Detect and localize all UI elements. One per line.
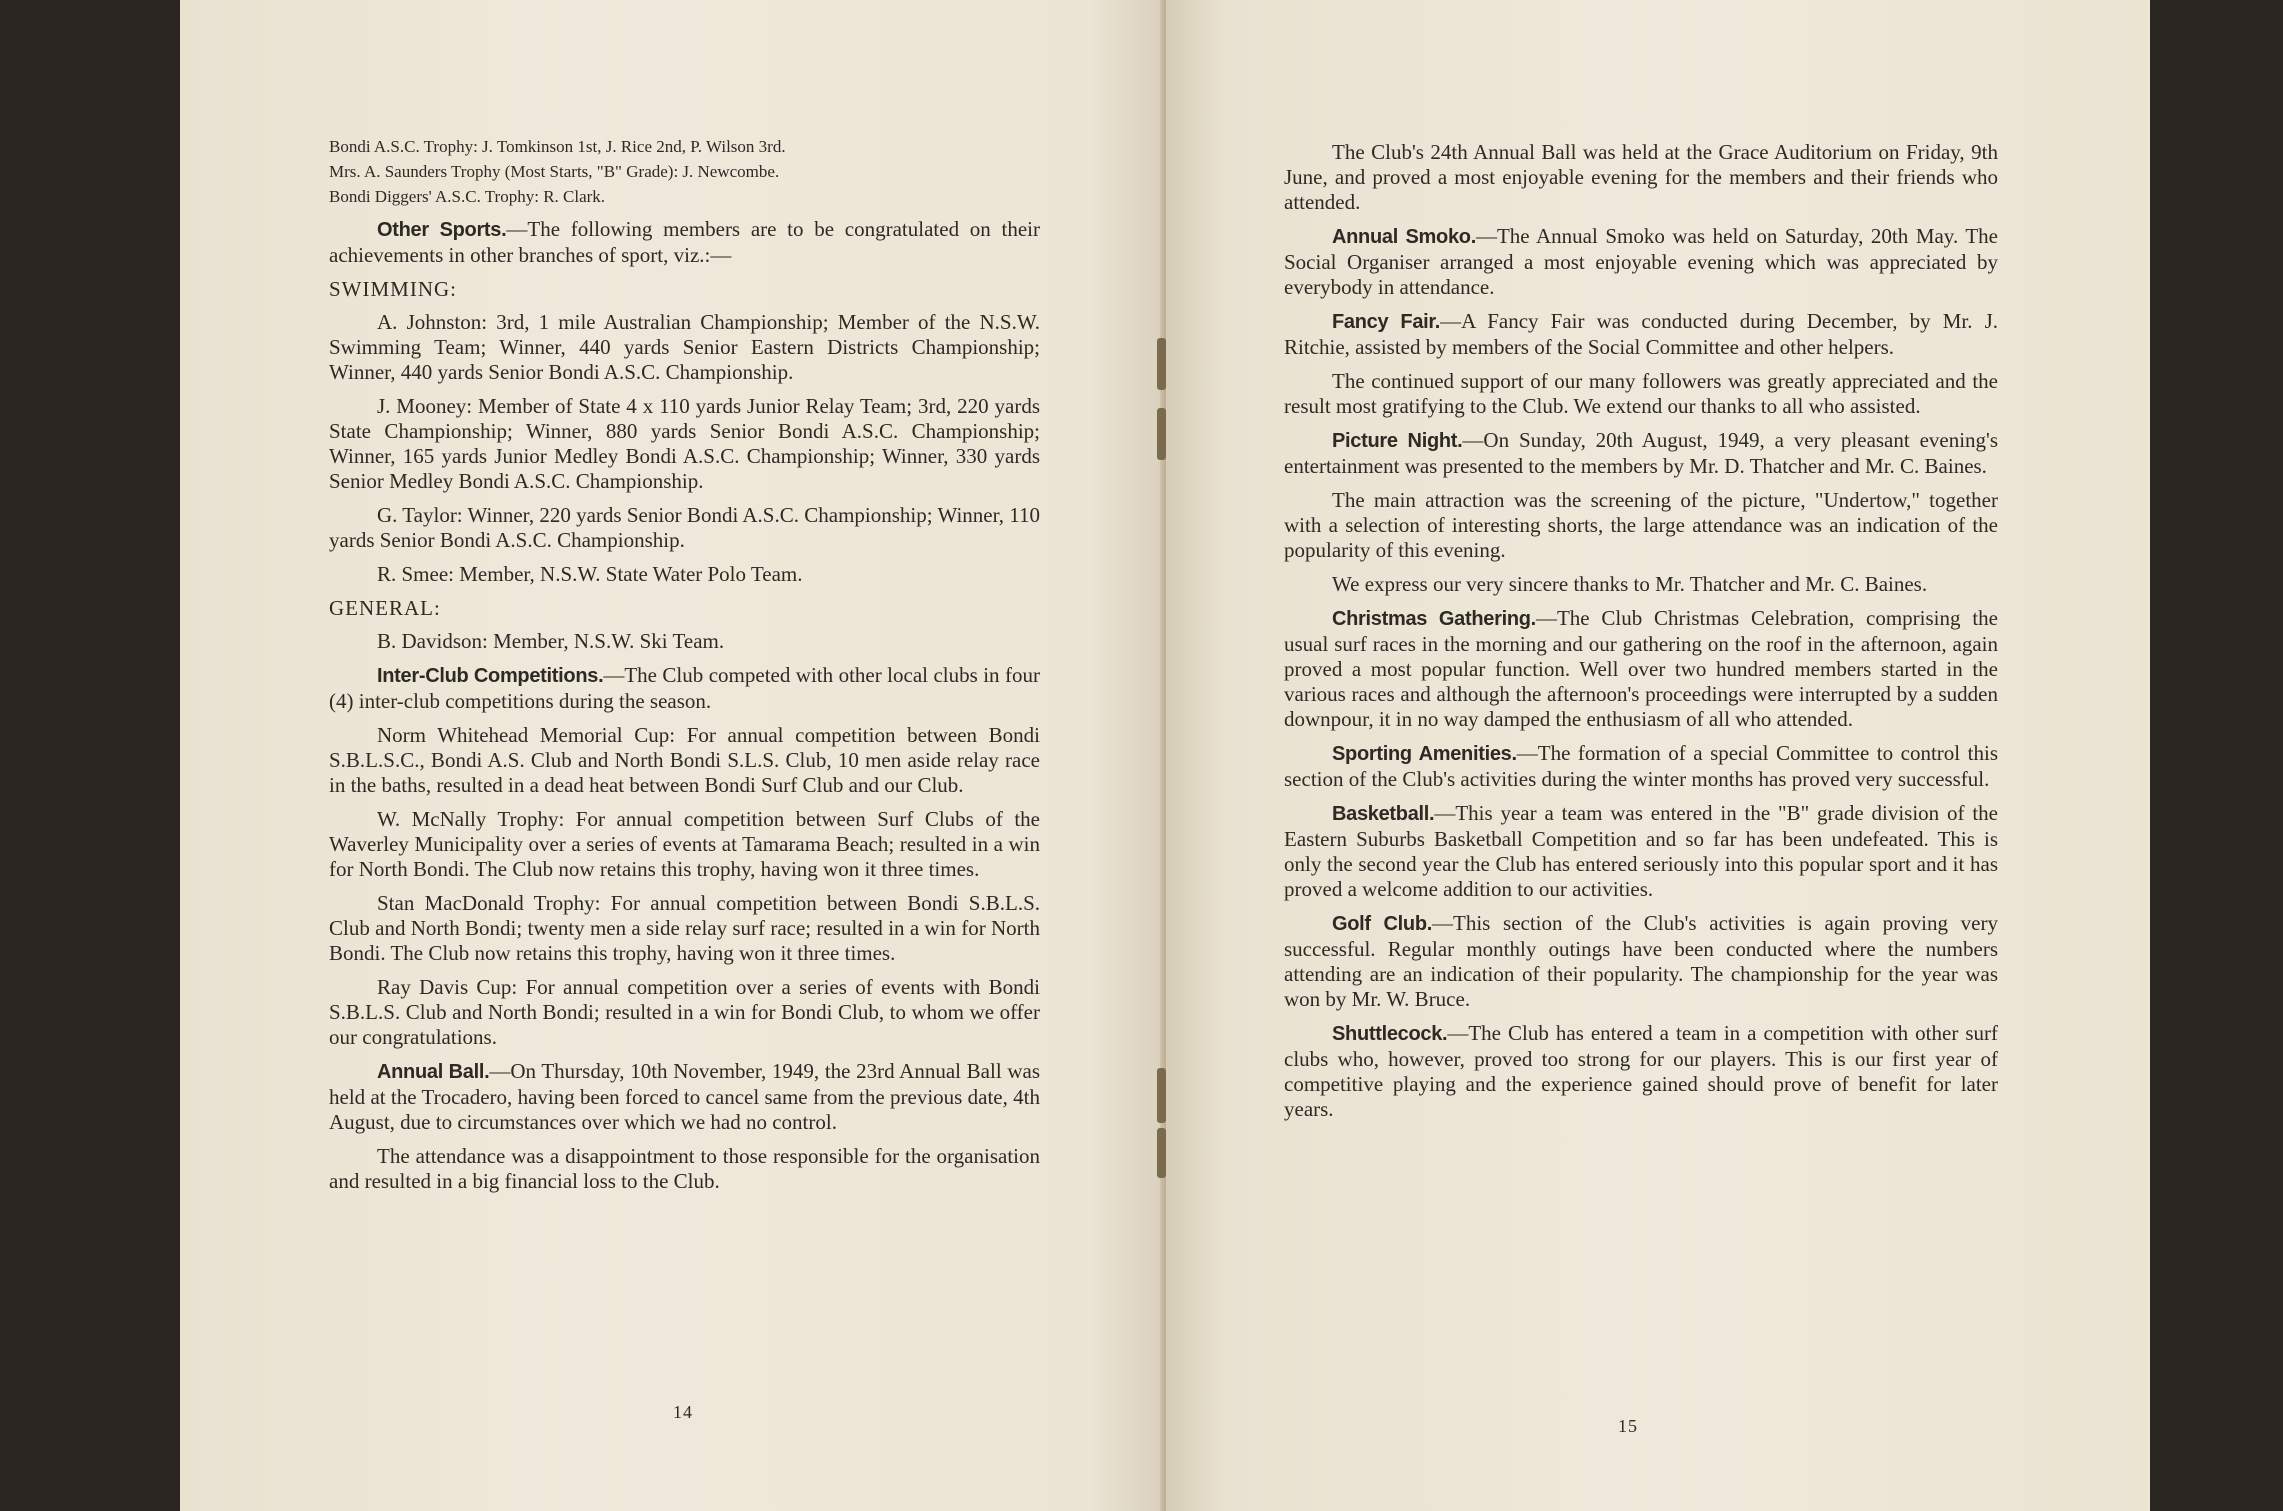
- trophy-line: Mrs. A. Saunders Trophy (Most Starts, "B" Grade): J. Newcombe.: [329, 162, 780, 181]
- paragraph: We express our very sincere thanks to Mr. Thatcher and Mr. C. Baines.: [1332, 572, 1928, 596]
- trophy-line: Bondi A.S.C. Trophy: J. Tomkinson 1st, J. Rice 2nd, P. Wilson 3rd.: [329, 137, 786, 156]
- page-number: 14: [673, 1402, 693, 1422]
- section-heading: GENERAL:: [329, 596, 441, 620]
- interclub-paragraph: Inter-Club Competitions.—The Club competed with other local clubs in four (4) inter-club competitions during the season.: [329, 663, 1040, 713]
- right-page-text: [1284, 140, 1998, 1131]
- paragraph: B. Davidson: Member, N.S.W. Ski Team.: [377, 629, 725, 653]
- other-sports-paragraph: Other Sports.—The following members are to be congratulated on their achievements in other branches of sport, viz.:—: [329, 217, 1040, 267]
- paragraph: The Club's 24th Annual Ball was held at the Grace Auditorium on Friday, 9th June, and proved a most enjoyable evening for the members and their friends who attended.: [1284, 140, 1998, 214]
- christmas-paragraph: Christmas Gathering.—The Club Christmas Celebration, comprising the usual surf races in the morning and our gathering on the roof in the afternoon, again proved a most popular function. Well over two hundred members started in the various races and although the afternoon's proceedings were interrupted by a sudden downpour, it in no way damped the enthusiasm of all who attended.: [1284, 606, 1998, 731]
- annual-ball-paragraph: Annual Ball.—On Thursday, 10th November, 1949, the 23rd Annual Ball was held at the Trocadero, having been forced to cancel same from the previous date, 4th August, due to circumstances over which we had no control.: [329, 1059, 1040, 1134]
- paragraph: A. Johnston: 3rd, 1 mile Australian Championship; Member of the N.S.W. Swimming Team; Winner, 440 yards Senior Eastern Districts Championship; Winner, 440 yards Senior Bondi A.S.C. Championship.: [329, 310, 1040, 384]
- paragraph: The attendance was a disappointment to those responsible for the organisation and resulted in a big financial loss to the Club.: [329, 1144, 1040, 1193]
- staple: [1157, 408, 1166, 460]
- run-in-heading: Annual Ball.: [377, 1061, 490, 1083]
- paragraph: Ray Davis Cup: For annual competition over a series of events with Bondi S.B.L.S. Club and North Bondi; resulted in a win for Bondi Club, to whom we offer our congratulations.: [329, 975, 1040, 1049]
- run-in-heading: Christmas Gathering.: [1332, 608, 1536, 630]
- sporting-amenities-paragraph: Sporting Amenities.—The formation of a special Committee to control this section of the Club's activities during the winter months has proved very successful.: [1284, 741, 1999, 791]
- staple: [1157, 338, 1166, 390]
- picture-night-paragraph: Picture Night.—On Sunday, 20th August, 1949, a very pleasant evening's entertainment was presented to the members by Mr. D. Thatcher and Mr. C. Baines.: [1284, 428, 1998, 478]
- run-in-heading: Other Sports.: [377, 219, 507, 241]
- page-number: 15: [1618, 1416, 1638, 1436]
- run-in-heading: Shuttlecock.: [1332, 1023, 1448, 1045]
- staple: [1157, 1068, 1166, 1123]
- paragraph: W. McNally Trophy: For annual competition between Surf Clubs of the Waverley Municipality over a series of events at Tamarama Beach; resulted in a win for North Bondi. The Club now retains this trophy, having won it three times.: [329, 807, 1040, 881]
- paragraph: G. Taylor: Winner, 220 yards Senior Bondi A.S.C. Championship; Winner, 110 yards Senior Bondi A.S.C. Championship.: [329, 503, 1040, 552]
- basketball-paragraph: Basketball.—This year a team was entered in the "B" grade division of the Eastern Suburbs Basketball Competition and so far has been undefeated. This is only the second year the Club has entered seriously into this popular sport and it has proved a welcome addition to our activities.: [1284, 801, 1998, 901]
- run-in-heading: Picture Night.: [1332, 430, 1463, 452]
- shuttlecock-paragraph: Shuttlecock.—The Club has entered a team in a competition with other surf clubs who, however, proved too strong for our players. This is our first year of competitive playing and the experience gained should prove of benefit for later years.: [1284, 1021, 1998, 1121]
- right-page: [1166, 0, 2148, 1511]
- smoko-paragraph: Annual Smoko.—The Annual Smoko was held on Saturday, 20th May. The Social Organiser arranged a most enjoyable evening which was appreciated by everybody in attendance.: [1284, 224, 1999, 299]
- paragraph: R. Smee: Member, N.S.W. State Water Polo Team.: [377, 562, 803, 586]
- fancy-fair-paragraph: Fancy Fair.—A Fancy Fair was conducted during December, by Mr. J. Ritchie, assisted by members of the Social Committee and other helpers.: [1284, 309, 1998, 359]
- run-in-heading: Golf Club.: [1332, 913, 1432, 935]
- run-in-heading: Basketball.: [1332, 803, 1435, 825]
- run-in-heading: Fancy Fair.: [1332, 311, 1441, 333]
- trophy-line: Bondi Diggers' A.S.C. Trophy: R. Clark.: [329, 187, 606, 206]
- left-page-text: [329, 134, 1040, 1203]
- paragraph: J. Mooney: Member of State 4 x 110 yards Junior Relay Team; 3rd, 220 yards State Championship; Winner, 880 yards Senior Bondi A.S.C. Championship; Winner, 165 yards Junior Medley Bondi A.S.C. Championship; Winner, 330 yards Senior Medley Bondi A.S.C. Championship.: [329, 394, 1040, 493]
- golf-club-paragraph: Golf Club.—This section of the Club's activities is again proving very successful. Regular monthly outings have been conducted where the numbers attending are an indication of their popularity. The championship for the year was won by Mr. W. Bruce.: [1284, 911, 1998, 1011]
- section-heading: SWIMMING:: [329, 277, 457, 301]
- paragraph: Stan MacDonald Trophy: For annual competition between Bondi S.B.L.S. Club and North Bondi; twenty men a side relay surf race; resulted in a win for North Bondi. The Club now retains this trophy, having won it three times.: [329, 891, 1040, 965]
- staple: [1157, 1128, 1166, 1178]
- run-in-heading: Annual Smoko.: [1332, 226, 1476, 248]
- paragraph: The main attraction was the screening of the picture, "Undertow," together with a selection of interesting shorts, the large attendance was an indication of the popularity of this evening.: [1284, 488, 1998, 562]
- left-page: [180, 0, 1166, 1511]
- run-in-heading: Sporting Amenities.: [1332, 743, 1517, 765]
- run-in-heading: Inter-Club Competitions.: [377, 665, 604, 687]
- paragraph: The continued support of our many followers was greatly appreciated and the result most gratifying to the Club. We extend our thanks to all who assisted.: [1284, 369, 1998, 418]
- paragraph: Norm Whitehead Memorial Cup: For annual competition between Bondi S.B.L.S.C., Bondi A.S. Club and North Bondi S.L.S. Club, 10 men aside relay race in the baths, resulted in a dead heat between Bondi Surf Club and our Club.: [329, 723, 1040, 797]
